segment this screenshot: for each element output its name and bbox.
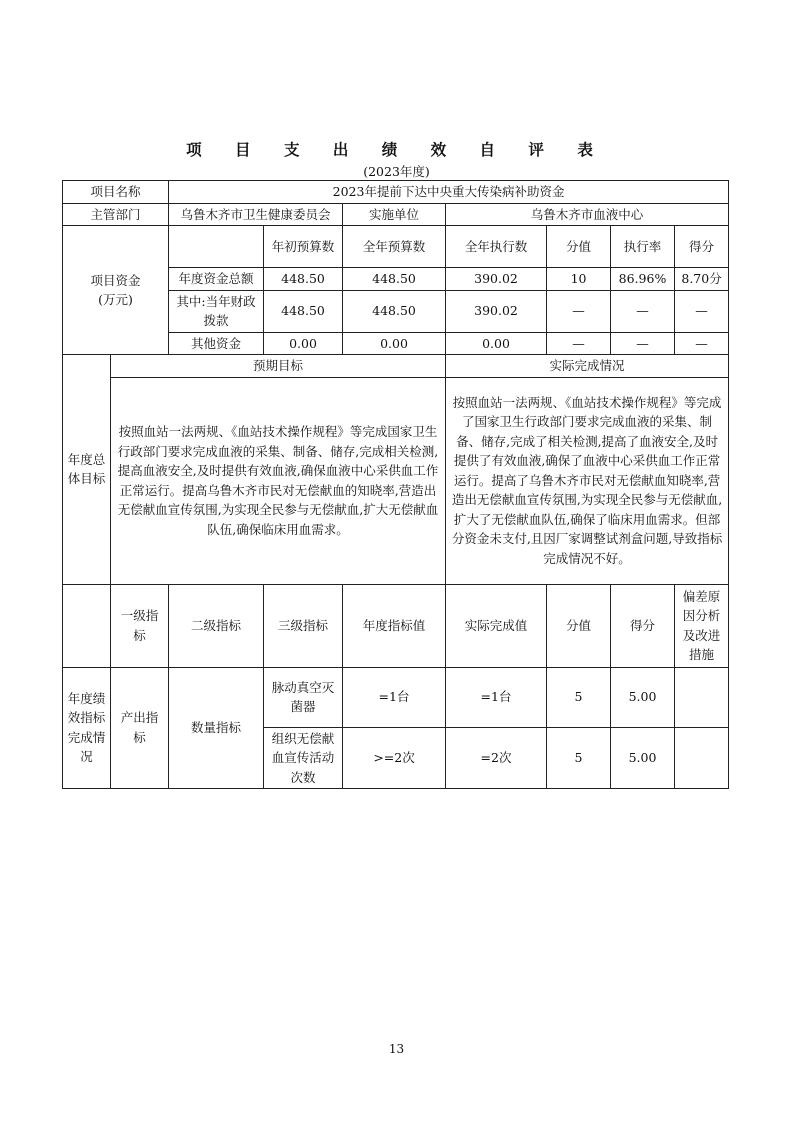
funds-cell: — [547,290,611,332]
impl-value: 乌鲁木齐市血液中心 [446,203,729,226]
indicator-target: >=2次 [343,727,446,789]
funds-cell: 448.50 [264,268,343,291]
indicator-score: 5.00 [611,727,675,789]
funds-row-name: 其他资金 [169,332,264,355]
funds-cell: 390.02 [446,290,547,332]
indicator-header-score: 得分 [611,584,675,667]
funds-header-exec-rate: 执行率 [611,226,675,268]
indicators-section-label: 年度绩效指标完成情况 [63,667,111,789]
funds-header-score-value: 分值 [547,226,611,268]
indicator-score-value: 5 [547,727,611,789]
funds-header-blank [169,226,264,268]
funds-cell: 86.96% [611,268,675,291]
indicator-header-deviation: 偏差原因分析及改进措施 [675,584,729,667]
funds-header-score: 得分 [675,226,729,268]
indicator-header-actual: 实际完成值 [446,584,547,667]
indicator-deviation [675,667,729,727]
funds-cell: — [611,290,675,332]
funds-cell: — [675,332,729,355]
goals-label: 年度总体目标 [63,355,111,585]
expected-goal-header: 预期目标 [111,355,446,378]
funds-cell: — [611,332,675,355]
actual-completion-text: 按照血站一法两规、《血站技术操作规程》等完成了国家卫生行政部门要求完成血液的采集、制备、储存,完成了相关检测,提高了血液安全,及时提供了有效血液,确保了血液中心采供血工作正常运行。提高了乌鲁木齐市民对无偿献血知晓率,营造出无偿献血宣传氛围,为实现全民参与无偿献血,扩大了无偿献血队伍,确保了临床用血需求。但部分资金未支付,且因厂家调整试剂盒问题,导致指标完成情况不好。 [446,377,729,584]
funds-cell: 448.50 [264,290,343,332]
funds-cell: 448.50 [343,268,446,291]
expected-goal-text: 按照血站一法两规、《血站技术操作规程》等完成国家卫生行政部门要求完成血液的采集、制备、储存,完成相关检测,提高血液安全,及时提供有效血液,确保血液中心采供血工作正常运行。提高乌鲁木齐市民对无偿献血的知晓率,营造出无偿献血宣传氛围,为实现全民参与无偿献血,扩大无偿献血队伍,确保临床用血需求。 [111,377,446,584]
indicator-header-level3: 三级指标 [264,584,343,667]
funds-cell: — [675,290,729,332]
funds-cell: 0.00 [343,332,446,355]
funds-cell: 0.00 [446,332,547,355]
funds-header-initial-budget: 年初预算数 [264,226,343,268]
project-name: 2023年提前下达中央重大传染病补助资金 [169,181,729,204]
actual-completion-header: 实际完成情况 [446,355,729,378]
indicator-level2: 数量指标 [169,667,264,789]
indicator-actual: =2次 [446,727,547,789]
funds-cell: 10 [547,268,611,291]
indicator-header-score-value: 分值 [547,584,611,667]
funds-label: 项目资金 (万元) [63,226,169,355]
indicator-target: =1台 [343,667,446,727]
funds-row-name: 年度资金总额 [169,268,264,291]
funds-cell: 8.70分 [675,268,729,291]
dept-value: 乌鲁木齐市卫生健康委员会 [169,203,343,226]
year-label: (2023年度) [363,164,430,179]
funds-cell: 390.02 [446,268,547,291]
indicator-level1: 产出指标 [111,667,169,789]
funds-header-annual-exec: 全年执行数 [446,226,547,268]
indicator-header-level1: 一级指标 [111,584,169,667]
funds-header-annual-budget: 全年预算数 [343,226,446,268]
indicator-actual: =1台 [446,667,547,727]
indicator-deviation [675,727,729,789]
page-number: 13 [388,1042,405,1056]
impl-label: 实施单位 [343,203,446,226]
funds-cell: 0.00 [264,332,343,355]
indicator-score-value: 5 [547,667,611,727]
indicator-header-target: 年度指标值 [343,584,446,667]
indicator-score: 5.00 [611,667,675,727]
indicator-level3: 组织无偿献血宣传活动次数 [264,727,343,789]
indicator-level3: 脉动真空灭菌器 [264,667,343,727]
funds-cell: — [547,332,611,355]
funds-cell: 448.50 [343,290,446,332]
indicator-header-level2: 二级指标 [169,584,264,667]
page-title: 项 目 支 出 绩 效 自 评 表 [186,141,607,159]
performance-table [62,180,729,789]
dept-label: 主管部门 [63,203,169,226]
indicator-header-blank [63,584,111,667]
project-name-label: 项目名称 [63,181,169,204]
funds-row-name: 其中:当年财政拨款 [169,290,264,332]
